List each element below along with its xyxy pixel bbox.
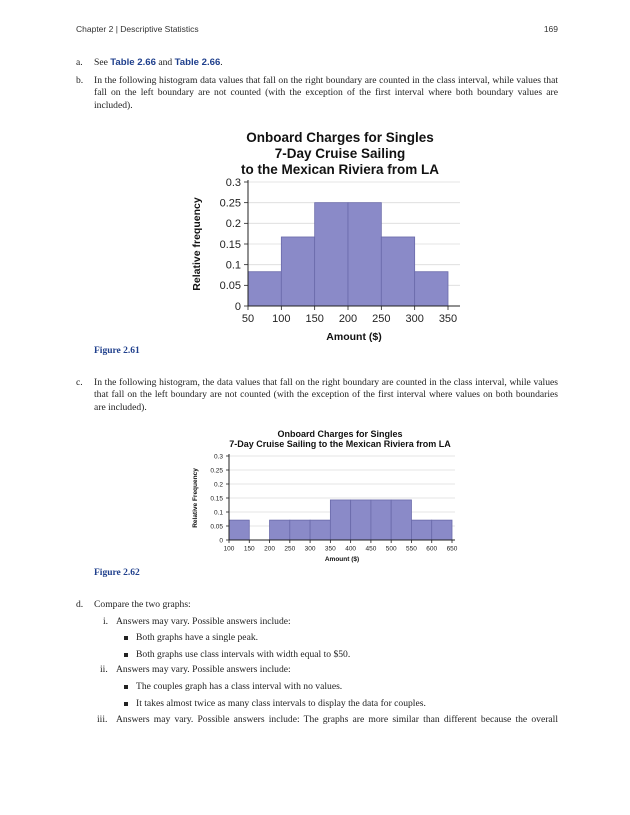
y-tick-label: 0.15: [210, 495, 223, 503]
x-tick-label: 250: [284, 545, 296, 553]
page-header: [76, 24, 558, 38]
subitem-i-label: i.: [103, 616, 109, 627]
bullet-text: It takes almost twice as many class intervals to display the data for couples.: [136, 698, 426, 709]
item-c-text: In the following histogram, the data values that fall on the right boundary are counted in the class interval, while values that fall on the left boundary are not counted (with the exception of the first interval where values on both boundaries are included).: [94, 377, 558, 413]
x-tick-label: 300: [304, 545, 316, 553]
bullet-dot: [124, 636, 128, 640]
chart-title-line: Onboard Charges for Singles: [246, 130, 434, 145]
x-tick-label: 100: [272, 313, 291, 325]
bullet-text: The couples graph has a class interval with no values.: [136, 681, 343, 692]
histogram-bar: [371, 500, 391, 540]
item-a-prefix: See: [94, 57, 111, 68]
histogram-bar: [310, 520, 330, 540]
histogram-bar: [351, 500, 371, 540]
subitem-iii-label: iii.: [97, 714, 108, 725]
bullet-dot: [124, 685, 128, 689]
x-tick-label: 150: [305, 313, 324, 325]
x-tick-label: 600: [426, 545, 438, 553]
y-tick-label: 0.05: [210, 523, 223, 531]
item-a-middle: and: [155, 57, 175, 68]
histogram-bar: [290, 520, 310, 540]
y-tick-label: 0.25: [219, 197, 241, 210]
subitem-i-text: Answers may vary. Possible answers include:: [116, 616, 291, 627]
x-tick-label: 350: [324, 545, 336, 553]
x-tick-label: 250: [372, 313, 391, 325]
bullet-dot: [124, 702, 128, 706]
y-tick-label: 0.15: [219, 238, 241, 251]
histogram-singles: [180, 125, 480, 350]
page-number: 169: [543, 24, 558, 34]
x-tick-label: 100: [223, 545, 235, 553]
bullet-text: Both graphs have a single peak.: [136, 632, 259, 643]
histogram-bar: [432, 520, 452, 540]
item-b-text: In the following histogram data values that fall on the right boundary are counted in the class interval, while values that fall on the left boundary are not counted (with the exception of the first interval where both boundary values are included).: [94, 75, 558, 111]
y-tick-label: 0: [219, 537, 223, 545]
table-link-1[interactable]: Table 2.66: [110, 57, 156, 68]
y-axis-label: Relative frequency: [191, 197, 203, 291]
histogram-bar: [281, 237, 314, 306]
x-tick-label: 400: [345, 545, 357, 553]
histogram-bar: [270, 520, 290, 540]
bullet-text: Both graphs use class intervals with width equal to $50.: [136, 649, 351, 660]
histogram-bar: [315, 203, 348, 306]
histogram-bar: [248, 272, 281, 306]
histogram-bar: [229, 520, 249, 540]
subitem-ii-text: Answers may vary. Possible answers include:: [116, 664, 291, 675]
subitem-iii-text: Answers may vary. Possible answers include: The graphs are more similar than different because the overall: [116, 714, 558, 725]
bullet-dot: [124, 653, 128, 657]
histogram-bar: [348, 203, 381, 306]
item-a-label: a.: [76, 57, 83, 68]
histogram-bar: [415, 272, 448, 306]
item-c-label: c.: [76, 377, 83, 388]
x-tick-label: 350: [438, 313, 458, 325]
table-link-2[interactable]: Table 2.66: [174, 57, 221, 68]
x-tick-label: 450: [365, 545, 377, 553]
chart-title-line: Onboard Charges for Singles: [277, 429, 403, 439]
y-tick-label: 0.2: [213, 481, 223, 489]
x-axis-label: Amount ($): [324, 556, 360, 563]
x-tick-label: 300: [405, 313, 424, 325]
x-tick-label: 500: [385, 545, 397, 553]
histogram-bar: [411, 520, 431, 540]
x-tick-label: 200: [338, 313, 358, 325]
histogram-couples: [185, 425, 475, 567]
histogram-bar: [330, 500, 350, 540]
item-d: [76, 599, 558, 611]
y-tick-label: 0.2: [225, 218, 241, 231]
item-b-label: b.: [76, 75, 84, 86]
y-tick-label: 0.25: [210, 467, 223, 475]
y-tick-label: 0.05: [219, 280, 241, 293]
x-tick-label: 200: [264, 545, 275, 553]
item-d-label: d.: [76, 599, 84, 610]
chart-title-line: 7-Day Cruise Sailing: [274, 146, 406, 161]
item-b: [76, 75, 558, 112]
x-tick-label: 650: [446, 545, 458, 553]
y-tick-label: 0.3: [213, 453, 223, 461]
item-c: [76, 377, 558, 414]
figure-2-62-caption: Figure 2.62: [94, 568, 140, 578]
x-tick-label: 550: [406, 545, 417, 553]
y-tick-label: 0: [234, 300, 241, 313]
x-tick-label: 150: [243, 545, 255, 553]
y-tick-label: 0.1: [213, 509, 223, 517]
item-a: [76, 57, 558, 69]
histogram-bar: [391, 500, 411, 540]
item-a-suffix: .: [220, 57, 223, 68]
x-tick-label: 50: [241, 313, 255, 325]
x-axis-label: Amount ($): [326, 331, 382, 343]
y-tick-label: 0.3: [225, 176, 241, 189]
y-tick-label: 0.1: [225, 259, 241, 272]
y-axis-label: Relative Frequency: [192, 468, 199, 528]
subitem-ii-label: ii.: [100, 664, 108, 675]
figure-2-61-caption: Figure 2.61: [94, 346, 140, 356]
chapter-title: Chapter 2 | Descriptive Statistics: [76, 24, 199, 34]
histogram-bar: [381, 237, 414, 306]
chart-title-line: 7-Day Cruise Sailing to the Mexican Riviera from LA: [229, 439, 451, 449]
chart-title-line: to the Mexican Riviera from LA: [240, 162, 440, 177]
item-d-text: Compare the two graphs:: [94, 599, 191, 610]
